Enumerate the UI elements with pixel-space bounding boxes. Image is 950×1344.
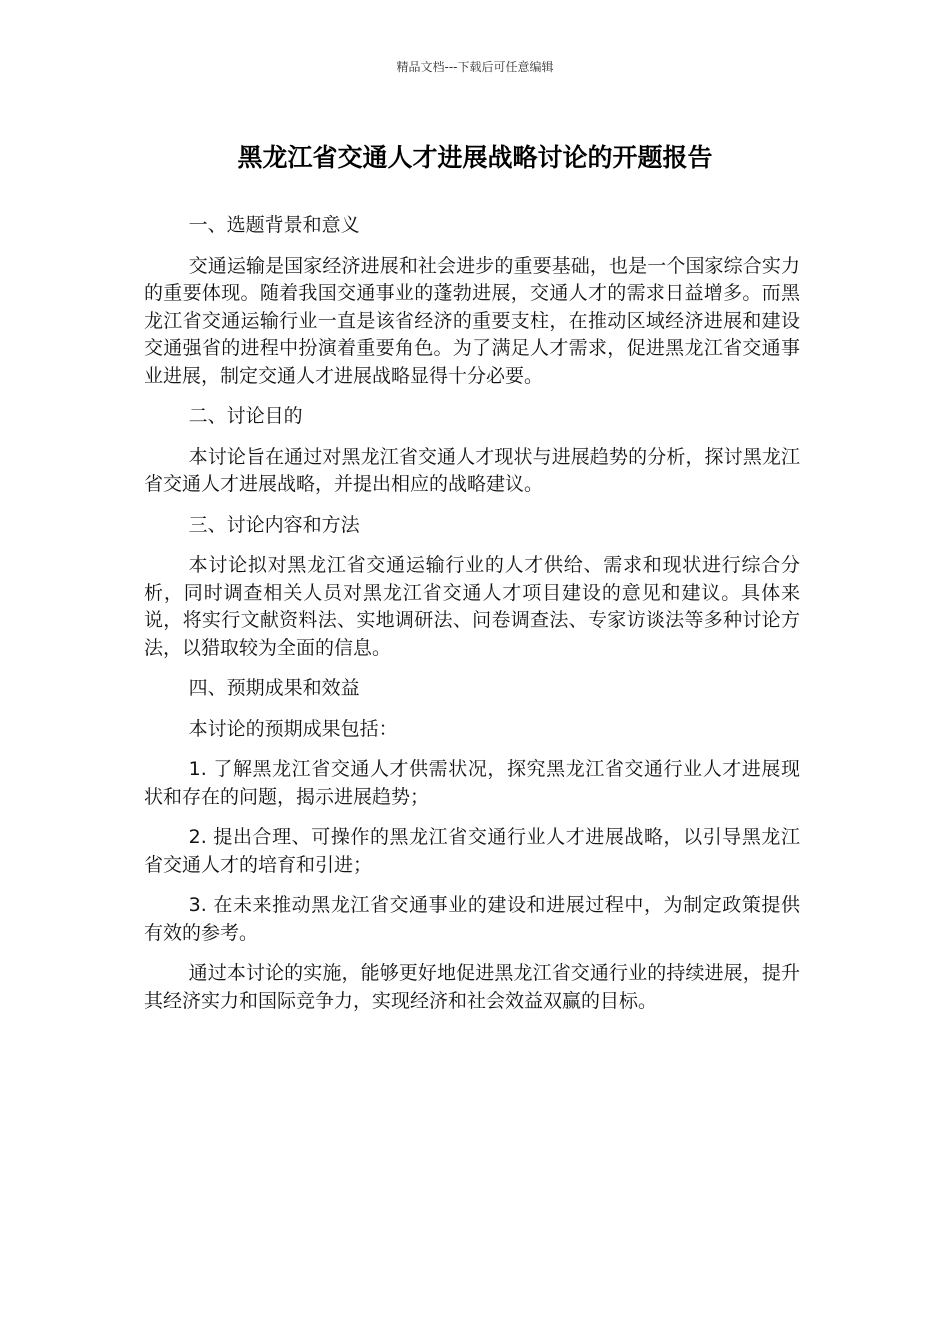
paragraph-content-methods: 本讨论拟对黑龙江省交通运输行业的人才供给、需求和现状进行综合分析，同时调查相关人员对黑龙江省交通人才项目建设的意见和建议。具体来说，将实行文献资料法、实地调研法、问卷调查法、专家访谈法等多种讨论方法，以猎取较为全面的信息。: [144, 554, 800, 659]
header-note: 精品文档---下载后可任意编辑: [396, 60, 554, 74]
section-heading-content-methods: 三、讨论内容和方法: [188, 513, 360, 536]
section-heading-expected-results: 四、预期成果和效益: [188, 677, 360, 699]
section-heading-purpose: 二、讨论目的: [188, 405, 303, 427]
paragraph-purpose: 本讨论旨在通过对黑龙江省交通人才现状与进展趋势的分析，探讨黑龙江省交通人才进展战略，并提出相应的战略建议。: [144, 445, 800, 495]
paragraph-background: 交通运输是国家经济进展和社会进步的重要基础，也是一个国家综合实力的重要体现。随着我国交通事业的蓬勃进展，交通人才的需求日益增多。而黑龙江省交通运输行业一直是该省经济的重要支柱，在推动区域经济进展和建设交通强省的进程中扮演着重要角色。为了满足人才需求，促进黑龙江省交通事业进展，制定交通人才进展战略显得十分必要。: [144, 254, 800, 387]
paragraph-expected-intro: 本讨论的预期成果包括：: [188, 717, 398, 740]
paragraph-conclusion: 通过本讨论的实施，能够更好地促进黑龙江省交通行业的持续进展，提升其经济实力和国际竞争力，实现经济和社会效益双赢的目标。: [144, 962, 800, 1012]
list-item-result-2: 2. 提出合理、可操作的黑龙江省交通行业人才进展战略，以引导黑龙江省交通人才的培育和引进；: [144, 826, 800, 876]
document-body: [144, 212, 800, 1028]
list-item-result-3: 3. 在未来推动黑龙江省交通事业的建设和进展过程中，为制定政策提供有效的参考。: [144, 894, 800, 944]
section-heading-background: 一、选题背景和意义: [188, 214, 360, 236]
document-title: 黑龙江省交通人才进展战略讨论的开题报告: [237, 143, 713, 172]
list-item-result-1: 1. 了解黑龙江省交通人才供需状况，探究黑龙江省交通行业人才进展现状和存在的问题，揭示进展趋势；: [144, 758, 800, 808]
